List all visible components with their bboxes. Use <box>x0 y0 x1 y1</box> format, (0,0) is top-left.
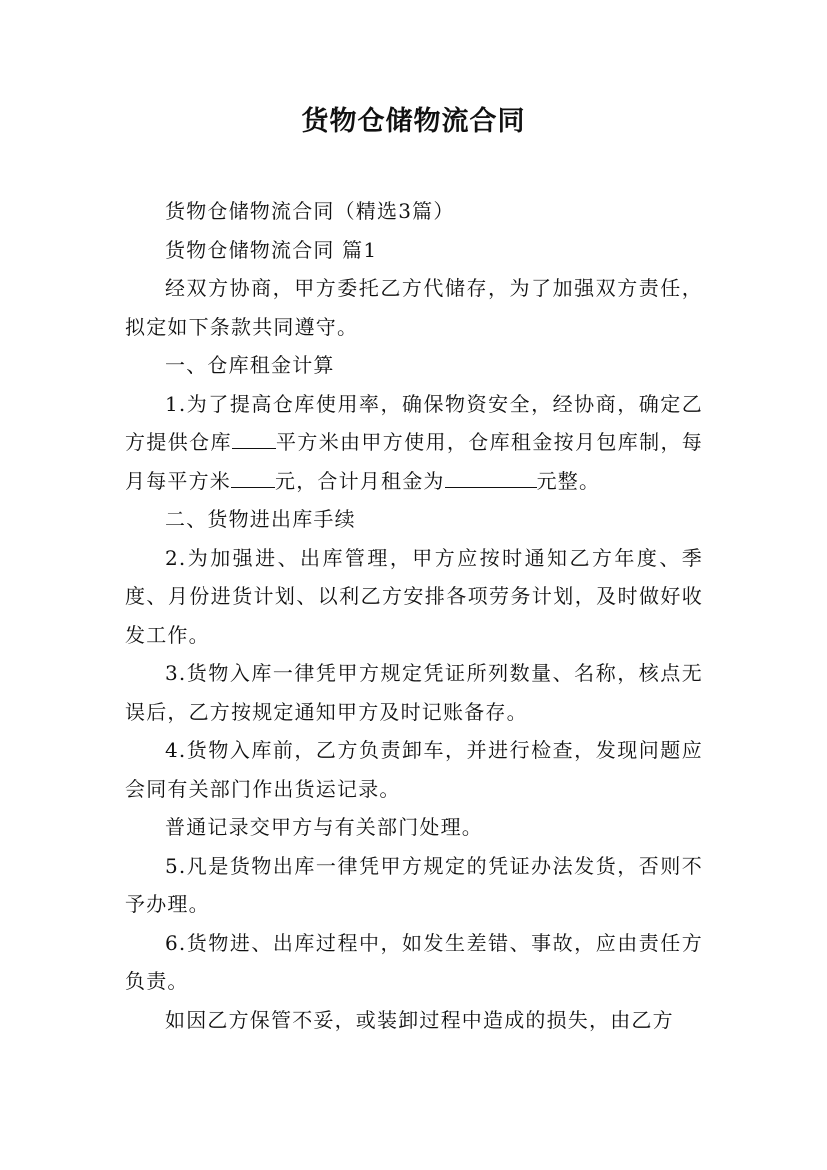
paragraph-clause-5: 5.凡是货物出库一律凭甲方规定的凭证办法发货，否则不予办理。 <box>125 853 703 916</box>
clause-1-part-b: 平方米由甲方使用，仓库租金按月包库制，每月每平方米 <box>125 430 704 493</box>
paragraph-clause-4: 4.货物入库前，乙方负责卸车，并进行检查，发现问题应会同有关部门作出货运记录。 <box>125 738 703 801</box>
paragraph-clause-3: 3.货物入库一律凭甲方规定凭证所列数量、名称，核点无误后，乙方按规定通知甲方及时记账备存。 <box>125 661 703 724</box>
paragraph-clause-2: 2.为加强进、出库管理，甲方应按时通知乙方年度、季度、月份进货计划、以利乙方安排各项劳务计划，及时做好收发工作。 <box>125 545 703 647</box>
clause-1-part-d: 元整。 <box>536 468 601 493</box>
document-body <box>125 192 703 1039</box>
paragraph-heading-procedures: 二、货物进出库手续 <box>165 507 356 531</box>
blank-area-field <box>232 428 276 449</box>
paragraph-heading-rent: 一、仓库租金计算 <box>165 353 335 377</box>
paragraph-liability: 如因乙方保管不妥，或装卸过程中造成的损失，由乙方 <box>165 1007 674 1032</box>
blank-monthly-rent-field <box>445 467 537 488</box>
paragraph-section-heading: 货物仓储物流合同 篇1 <box>165 237 378 262</box>
paragraph-ordinary-record: 普通记录交甲方与有关部门处理。 <box>165 815 483 839</box>
clause-1-part-c: 元，合计月租金为 <box>275 468 445 493</box>
blank-unit-price-field <box>231 467 275 488</box>
paragraph-subtitle: 货物仓储物流合同（精选3篇） <box>165 199 455 223</box>
document-title: 货物仓储物流合同 <box>301 106 526 137</box>
paragraph-intro: 经双方协商，甲方委托乙方代储存，为了加强双方责任，拟定如下条款共同遵守。 <box>125 276 703 339</box>
clause-1-part-a: 1.为了提高仓库使用率，确保物资安全，经协商，确定乙方提供仓库 <box>125 391 703 454</box>
paragraph-clause-6: 6.货物进、出库过程中，如发生差错、事故，应由责任方负责。 <box>125 930 703 993</box>
paragraph-clause-1 <box>125 385 703 501</box>
